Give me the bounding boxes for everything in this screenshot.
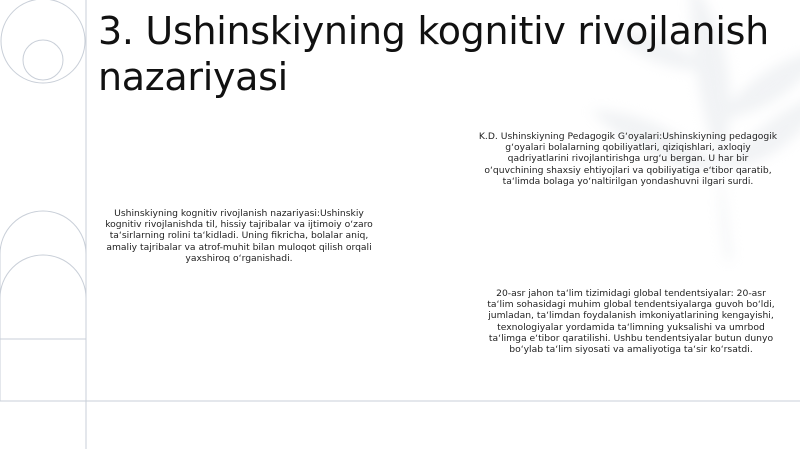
global-trends-text: 20-asr jahon ta‘lim tizimidagi global tendentsiyalar: 20-asr ta‘lim sohasidagi muhim global tendentsiyalarga guvoh bo‘ldi, jumladan, ta‘limdan foydalanish imkoniyatlarining kengayishi, texnologiyalar yordamida ta‘limning yuksalishi va umrbod ta‘limga e‘tibor qaratilishi. Ushbu tendentsiyalar butun dunyo bo‘ylab ta‘lim siyosati va amaliyotiga ta‘sir ko‘rsatdi. xyxy=(487,288,775,356)
pedagogical-ideas-text: K.D. Ushinskiyning Pedagogik G‘oyalari:Ushinskiyning pedagogik g‘oyalari bolalarning qobiliyatlari, qiziqishlari, axloqiy qadriyatlarini rivojlantirishga urg‘u bergan. U har bir o‘quvchining shaxsiy ehtiyojlari va qobiliyatiga e‘tibor qaratib, ta‘limda bolaga yo‘naltirilgan yondashuvni ilgari surdi. xyxy=(478,131,778,187)
cognitive-theory-text: Ushinskiyning kognitiv rivojlanish nazariyasi:Ushinskiy kognitiv rivojlanishda til, hissiy tajribalar va ijtimoiy o‘zaro ta‘sirlarning rolini ta‘kidladi. Uning fikricha, bolalar aniq, amaliy tajribalar va atrof-muhit bilan muloqot qilish orqali yaxshiroq o‘rganishadi. xyxy=(105,208,373,264)
slide-title: 3. Ushinskiyning kognitiv rivojlanish nazariyasi xyxy=(98,9,769,99)
